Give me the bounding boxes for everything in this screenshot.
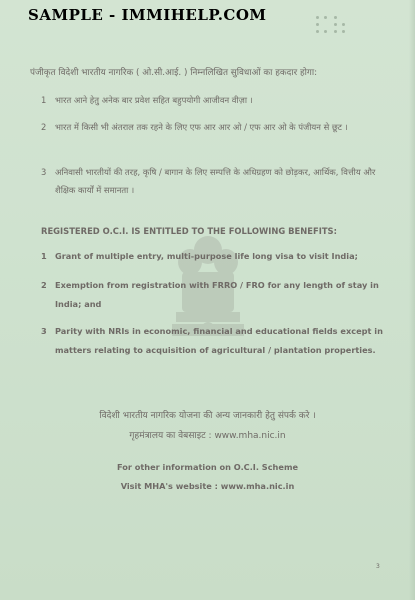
footer-hindi-line-2: गृहमंत्रालय का वेबसाइट : www.mha.nic.in	[129, 431, 286, 441]
english-benefit-3-number: 3	[41, 326, 47, 336]
hindi-benefit-2-number: 2	[41, 122, 47, 132]
english-benefit-2-text: Exemption from registration with FRRO / FRO for any length of stay in India; and	[55, 280, 379, 309]
page-number: 3	[376, 563, 380, 570]
hindi-benefit-2	[41, 118, 395, 136]
footer-english-line-1: For other information on O.C.I. Scheme	[116, 462, 299, 472]
hindi-benefit-1	[41, 91, 395, 109]
english-benefit-1	[41, 247, 395, 266]
english-benefit-1-text: Grant of multiple entry, multi-purpose life long visa to visit India;	[55, 251, 358, 261]
hindi-benefit-2-text: भारत में किसी भी अंतराल तक रहने के लिए एफ आर आर ओ / एफ आर ओ के पंजीयन से छूट ।	[55, 122, 348, 132]
english-benefit-3-text: Parity with NRIs in economic, financial and educational fields except in matters relating to acquisition of agricultural / plantation properties.	[55, 326, 383, 355]
hindi-heading: पंजीकृत विदेशी भारतीय नागरिक ( ओ.सी.आई. ) निम्नलिखित सुविधाओं का हकदार होगा:	[30, 68, 318, 78]
english-benefit-3	[41, 322, 395, 360]
footer-english-line-2: Visit MHA's website : www.mha.nic.in	[120, 481, 295, 491]
hindi-benefit-3-text: अनिवासी भारतीयों की तरह, कृषि / बागान के लिए सम्पत्ति के अधिग्रहण को छोड़कर, आर्थिक, वित्तीय और शैक्षिक कार्यों में समानता ।	[55, 167, 376, 195]
perforation-holes	[312, 14, 352, 42]
hindi-benefit-3-number: 3	[41, 167, 47, 177]
hindi-benefit-1-text: भारत आने हेतु अनेक बार प्रवेश सहित बहुपयोगी आजीवन वीज़ा ।	[55, 95, 253, 105]
page-edge-shadow	[409, 0, 415, 600]
english-benefit-2-number: 2	[41, 280, 47, 290]
footer-hindi-line-1: विदेशी भारतीय नागरिक योजना की अन्य जानकारी हेतु संपर्क करे ।	[99, 411, 316, 421]
hindi-benefit-1-number: 1	[41, 95, 47, 105]
hindi-benefit-3	[41, 163, 395, 199]
english-heading: REGISTERED O.C.I. IS ENTITLED TO THE FOLLOWING BENEFITS:	[41, 226, 337, 236]
sample-watermark: SAMPLE - IMMIHELP.COM	[28, 6, 267, 24]
english-benefit-2	[41, 276, 395, 314]
english-benefit-1-number: 1	[41, 251, 47, 261]
